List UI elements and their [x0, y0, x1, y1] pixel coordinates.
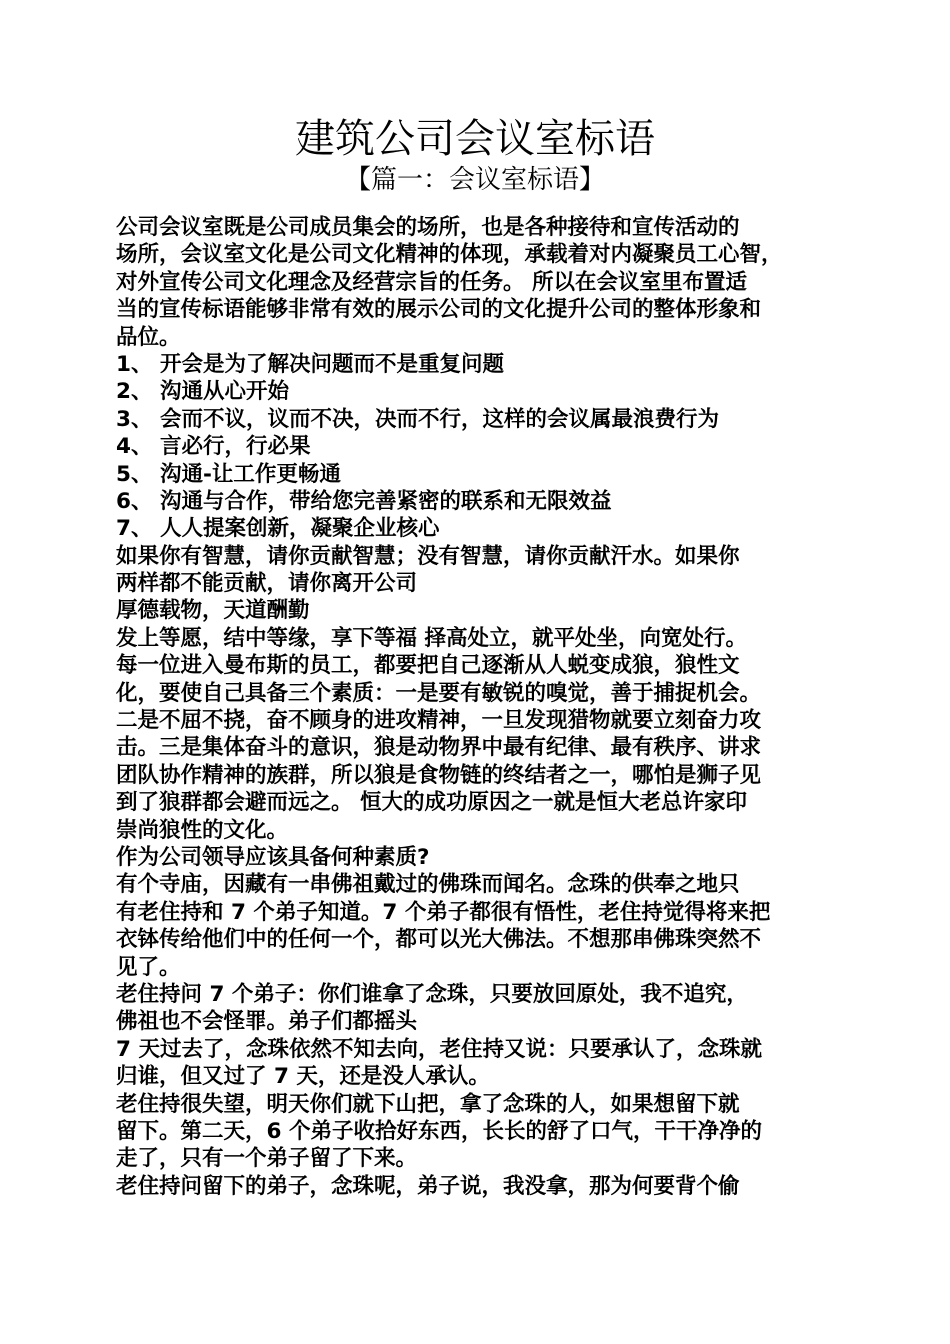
body-text-line: 有老住持和 7 个弟子知道。7 个弟子都很有悟性，老住持觉得将来把: [116, 899, 771, 925]
body-text-line: 7 天过去了，念珠依然不知去向，老住持又说：只要承认了，念珠就: [116, 1036, 762, 1062]
body-text-line: 衣钵传给他们中的任何一个，都可以光大佛法。不想那串佛珠突然不: [116, 927, 762, 953]
body-text-line: 崇尚狼性的文化。: [116, 817, 289, 843]
body-text-line: 1、 开会是为了解决问题而不是重复问题: [116, 351, 504, 377]
body-text-line: 7、 人人提案创新，凝聚企业核心: [116, 516, 440, 542]
body-text-line: 老住持很失望，明天你们就下山把，拿了念珠的人，如果想留下就: [116, 1091, 740, 1117]
page-title: 建筑公司会议室标语: [295, 116, 655, 162]
body-text-line: 走了，只有一个弟子留了下来。: [116, 1146, 418, 1172]
body-text-line: 每一位进入曼布斯的员工，都要把自己逐渐从人蜕变成狼，狼性文: [116, 653, 740, 679]
body-text-line: 场所，会议室文化是公司文化精神的体现，承载着对内凝聚员工心智，: [116, 242, 783, 268]
body-text-line: 5、 沟通-让工作更畅通: [116, 461, 341, 487]
body-text-line: 发上等愿，结中等缘，享下等福 择高处立，就平处坐，向宽处行。: [116, 625, 747, 651]
body-text-line: 老住持问 7 个弟子：你们谁拿了念珠，只要放回原处，我不追究，: [116, 981, 748, 1007]
body-text-line: 老住持问留下的弟子，念珠呢，弟子说，我没拿，那为何要背个偷: [116, 1173, 740, 1199]
body-text-line: 公司会议室既是公司成员集会的场所，也是各种接待和宣传活动的: [116, 215, 740, 240]
page-subtitle: 【篇一：会议室标语】: [344, 165, 605, 195]
body-text-line: 如果你有智慧，请你贡献智慧；没有智慧，请你贡献汗水。如果你: [116, 543, 740, 569]
body-text-line: 二是不屈不挠，奋不顾身的进攻精神，一旦发现猎物就要立刻奋力攻: [116, 708, 762, 734]
body-text-line: 有个寺庙，因藏有一串佛祖戴过的佛珠而闻名。念珠的供奉之地只: [116, 872, 740, 898]
body-text-line: 见了。: [116, 954, 181, 980]
body-text-line: 当的宣传标语能够非常有效的展示公司的文化提升公司的整体形象和: [116, 297, 762, 323]
body-text-line: 归谁，但又过了 7 天，还是没人承认。: [116, 1064, 490, 1090]
body-text-line: 厚德载物，天道酬勤: [116, 598, 310, 624]
body-text-line: 团队协作精神的族群，所以狼是食物链的终结者之一，哪怕是狮子见: [116, 762, 762, 788]
body-text-line: 作为公司领导应该具备何种素质?: [116, 844, 430, 870]
body-text-line: 3、 会而不议，议而不决，决而不行，这样的会议属最浪费行为: [116, 406, 719, 432]
body-text-line: 品位。: [116, 324, 181, 350]
body-text-line: 击。三是集体奋斗的意识，狼是动物界中最有纪律、最有秩序、讲求: [116, 735, 762, 761]
body-text-line: 对外宣传公司文化理念及经营宗旨的任务。 所以在会议室里布置适: [116, 269, 747, 295]
body-text-line: 化，要使自己具备三个素质：一是要有敏锐的嗅觉，善于捕捉机会。: [116, 680, 762, 706]
body-text-line: 佛祖也不会怪罪。弟子们都摇头: [116, 1009, 418, 1035]
body-text-line: 6、 沟通与合作，带给您完善紧密的联系和无限效益: [116, 488, 612, 514]
body-text-line: 到了狼群都会避而远之。 恒大的成功原因之一就是恒大老总许家印: [116, 790, 747, 816]
body-text-line: 2、 沟通从心开始: [116, 379, 289, 405]
body-text-line: 留下。第二天，6 个弟子收拾好东西，长长的舒了口气，干干净净的: [116, 1118, 762, 1144]
body-text-line: 4、 言必行，行必果: [116, 434, 311, 460]
document-body: [116, 214, 851, 1200]
body-text-line: 两样都不能贡献，请你离开公司: [116, 571, 418, 597]
